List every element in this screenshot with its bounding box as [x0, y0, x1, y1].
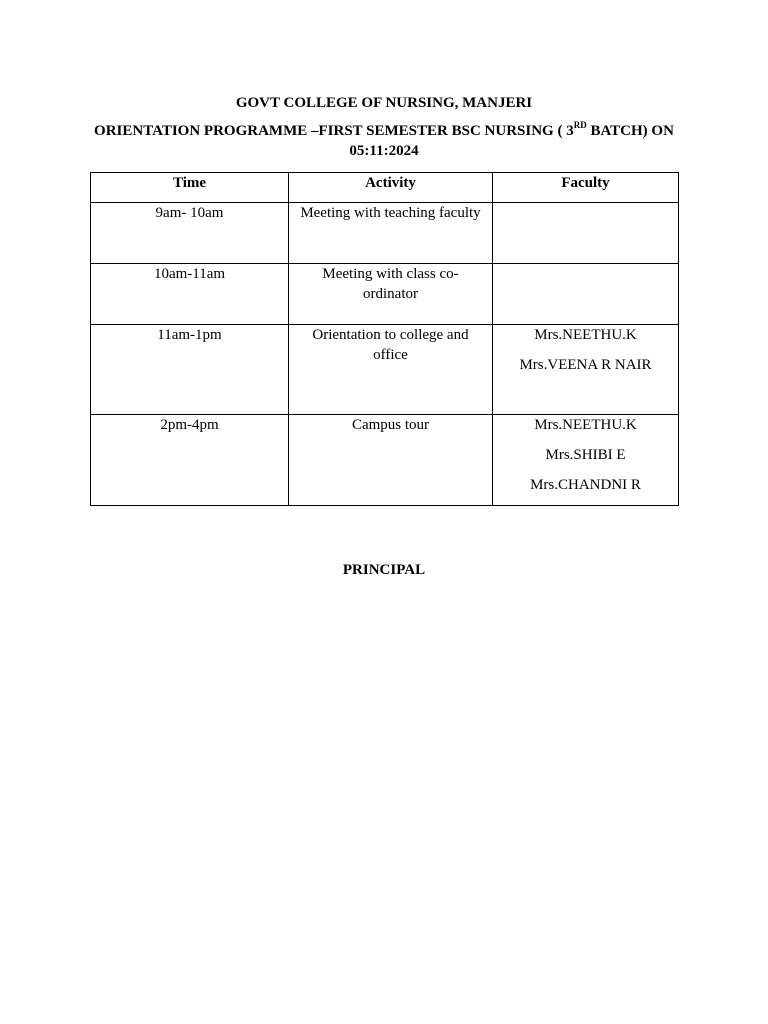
faculty-cell — [493, 415, 679, 506]
column-header-time: Time — [91, 173, 289, 203]
schedule-table — [90, 172, 679, 506]
activity-cell: Campus tour — [289, 415, 493, 506]
program-title — [84, 121, 684, 161]
table-row — [91, 203, 679, 264]
faculty-cell — [493, 325, 679, 415]
activity-cell: Meeting with class co-ordinator — [289, 264, 493, 325]
table-header-row — [91, 173, 679, 203]
column-header-activity: Activity — [289, 173, 493, 203]
faculty-name: Mrs.CHANDNI R — [530, 477, 641, 493]
faculty-cell — [493, 203, 679, 264]
column-header-faculty: Faculty — [493, 173, 679, 203]
college-name: GOVT COLLEGE OF NURSING, MANJERI — [235, 95, 533, 111]
table-row — [91, 415, 679, 506]
time-cell: 11am-1pm — [91, 325, 289, 415]
time-cell: 9am- 10am — [91, 203, 289, 264]
table-row — [91, 325, 679, 415]
faculty-name: Mrs.SHIBI E — [545, 447, 626, 463]
faculty-name: Mrs.VEENA R NAIR — [519, 357, 652, 373]
principal-signatory: PRINCIPAL — [342, 562, 426, 578]
program-title-superscript: RD — [573, 120, 587, 130]
time-cell: 10am-11am — [91, 264, 289, 325]
faculty-name: Mrs.NEETHU.K — [534, 327, 637, 343]
program-title-end: BATCH) ON 05:11:2024 — [349, 123, 674, 159]
faculty-name: Mrs.NEETHU.K — [534, 417, 637, 433]
faculty-cell — [493, 264, 679, 325]
table-row — [91, 264, 679, 325]
activity-cell: Orientation to college and office — [289, 325, 493, 415]
time-cell: 2pm-4pm — [91, 415, 289, 506]
program-title-start: ORIENTATION PROGRAMME –FIRST SEMESTER BSC NURSING ( 3 — [94, 123, 574, 139]
activity-cell: Meeting with teaching faculty — [289, 203, 493, 264]
